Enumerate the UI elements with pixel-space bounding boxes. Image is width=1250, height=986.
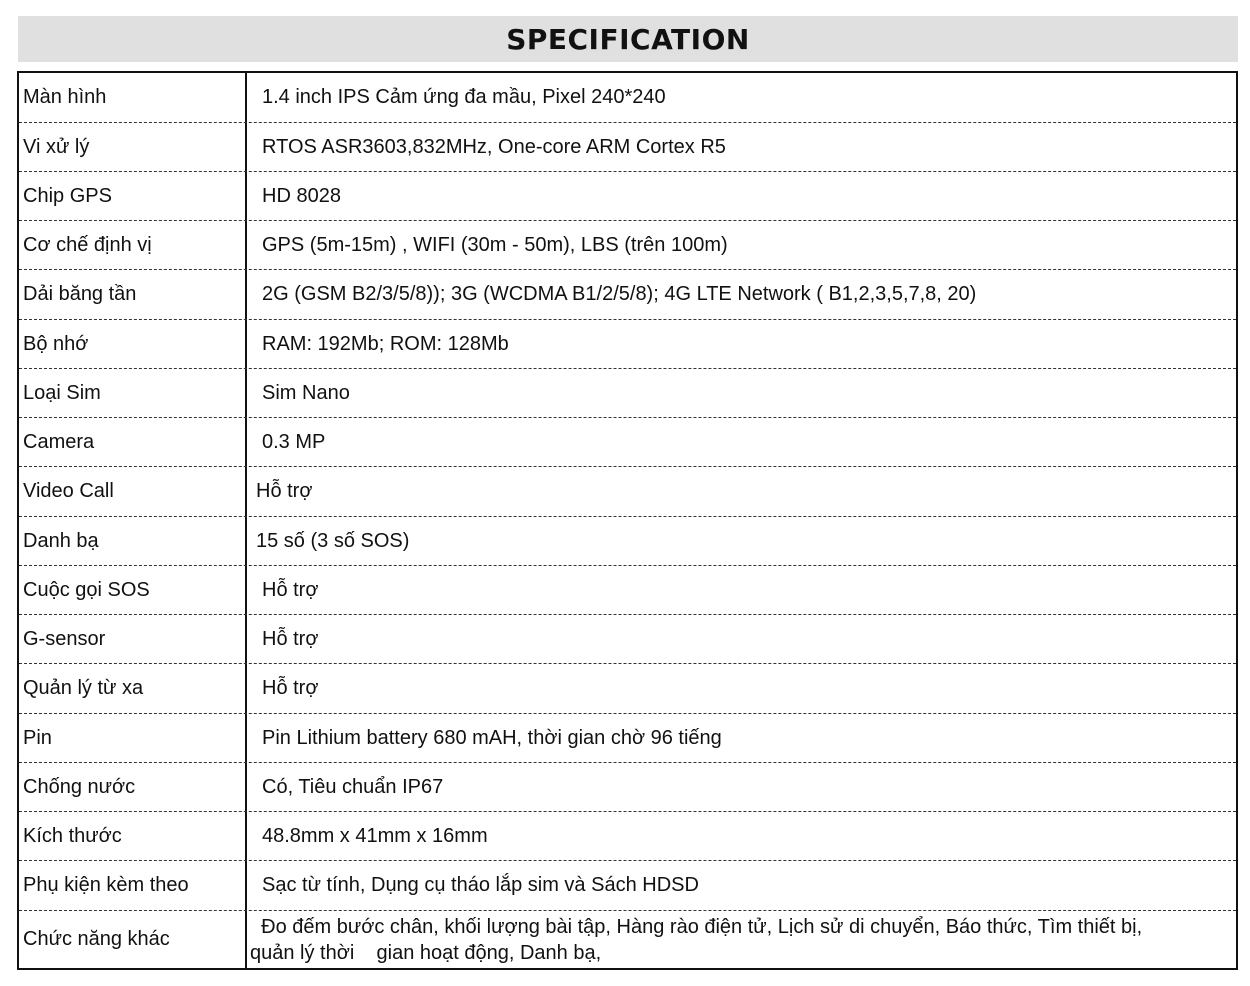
spec-label: Camera	[23, 430, 95, 453]
spec-label: Chống nước	[23, 775, 136, 798]
spec-row-accessories	[19, 861, 1236, 911]
page-title: SPECIFICATION	[506, 22, 750, 56]
spec-value: RTOS ASR3603,832MHz, One-core ARM Cortex R5	[262, 135, 726, 158]
spec-row-waterproof	[19, 763, 1236, 812]
spec-value: 0.3 MP	[262, 430, 326, 453]
spec-row-dimensions	[19, 812, 1236, 861]
spec-row-other-features	[19, 911, 1236, 968]
spec-row-frequency-bands	[19, 270, 1236, 320]
spec-label: Video Call	[23, 480, 114, 502]
spec-table	[17, 71, 1238, 970]
spec-row-sim-type	[19, 369, 1236, 418]
spec-value: GPS (5m-15m) , WIFI (30m - 50m), LBS (trên 100m)	[262, 233, 728, 256]
spec-label: Vi xử lý	[23, 135, 90, 158]
spec-row-positioning	[19, 221, 1236, 270]
spec-label: G-sensor	[23, 627, 106, 650]
spec-label: Pin	[23, 726, 52, 749]
spec-value: Hỗ trợ	[262, 578, 319, 601]
spec-row-camera	[19, 418, 1236, 467]
spec-row-sos-call	[19, 566, 1236, 615]
spec-value: Hỗ trợ	[256, 480, 313, 502]
spec-row-contacts	[19, 517, 1236, 566]
title-bar	[18, 16, 1238, 62]
spec-row-cpu	[19, 123, 1236, 172]
spec-label: Cơ chế định vị	[23, 233, 152, 256]
spec-value: 2G (GSM B2/3/5/8)); 3G (WCDMA B1/2/5/8); 4G LTE Network ( B1,2,3,5,7,8, 20)	[262, 283, 977, 305]
spec-value: Đo đếm bước chân, khối lượng bài tập, Hàng rào điện tử, Lịch sử di chuyển, Báo thức, Tìm thiết bị, quản lý thời gian hoạt động, Danh bạ,	[250, 915, 1143, 964]
spec-label: Danh bạ	[23, 529, 99, 552]
spec-row-screen	[19, 73, 1236, 123]
spec-label: Cuộc gọi SOS	[23, 578, 150, 601]
spec-value: 15 số (3 số SOS)	[256, 529, 410, 552]
spec-label: Chip GPS	[23, 184, 112, 207]
spec-value: Hỗ trợ	[262, 627, 319, 650]
spec-label: Phụ kiện kèm theo	[23, 874, 189, 896]
spec-row-battery	[19, 714, 1236, 763]
spec-value: RAM: 192Mb; ROM: 128Mb	[262, 332, 509, 355]
spec-row-memory	[19, 320, 1236, 369]
spec-value: Hỗ trợ	[262, 677, 319, 699]
spec-label: Kích thước	[23, 824, 122, 847]
spec-row-video-call	[19, 467, 1236, 517]
spec-label: Loại Sim	[23, 381, 101, 404]
spec-row-gps-chip	[19, 172, 1236, 221]
spec-value: 48.8mm x 41mm x 16mm	[262, 824, 488, 847]
spec-value: 1.4 inch IPS Cảm ứng đa mầu, Pixel 240*240	[262, 86, 666, 108]
spec-label: Màn hình	[23, 86, 107, 108]
spec-label: Dải băng tần	[23, 283, 137, 305]
spec-value: Sim Nano	[262, 381, 350, 404]
spec-row-remote-management	[19, 664, 1236, 714]
spec-value: Pin Lithium battery 680 mAH, thời gian chờ 96 tiếng	[262, 726, 722, 749]
spec-label: Quản lý từ xa	[23, 677, 144, 699]
spec-value: Sạc từ tính, Dụng cụ tháo lắp sim và Sách HDSD	[262, 874, 699, 896]
spec-value: Có, Tiêu chuẩn IP67	[262, 775, 444, 798]
spec-label: Chức năng khác	[23, 928, 170, 950]
spec-label: Bộ nhớ	[23, 332, 89, 355]
spec-value: HD 8028	[262, 184, 341, 207]
spec-row-g-sensor	[19, 615, 1236, 664]
